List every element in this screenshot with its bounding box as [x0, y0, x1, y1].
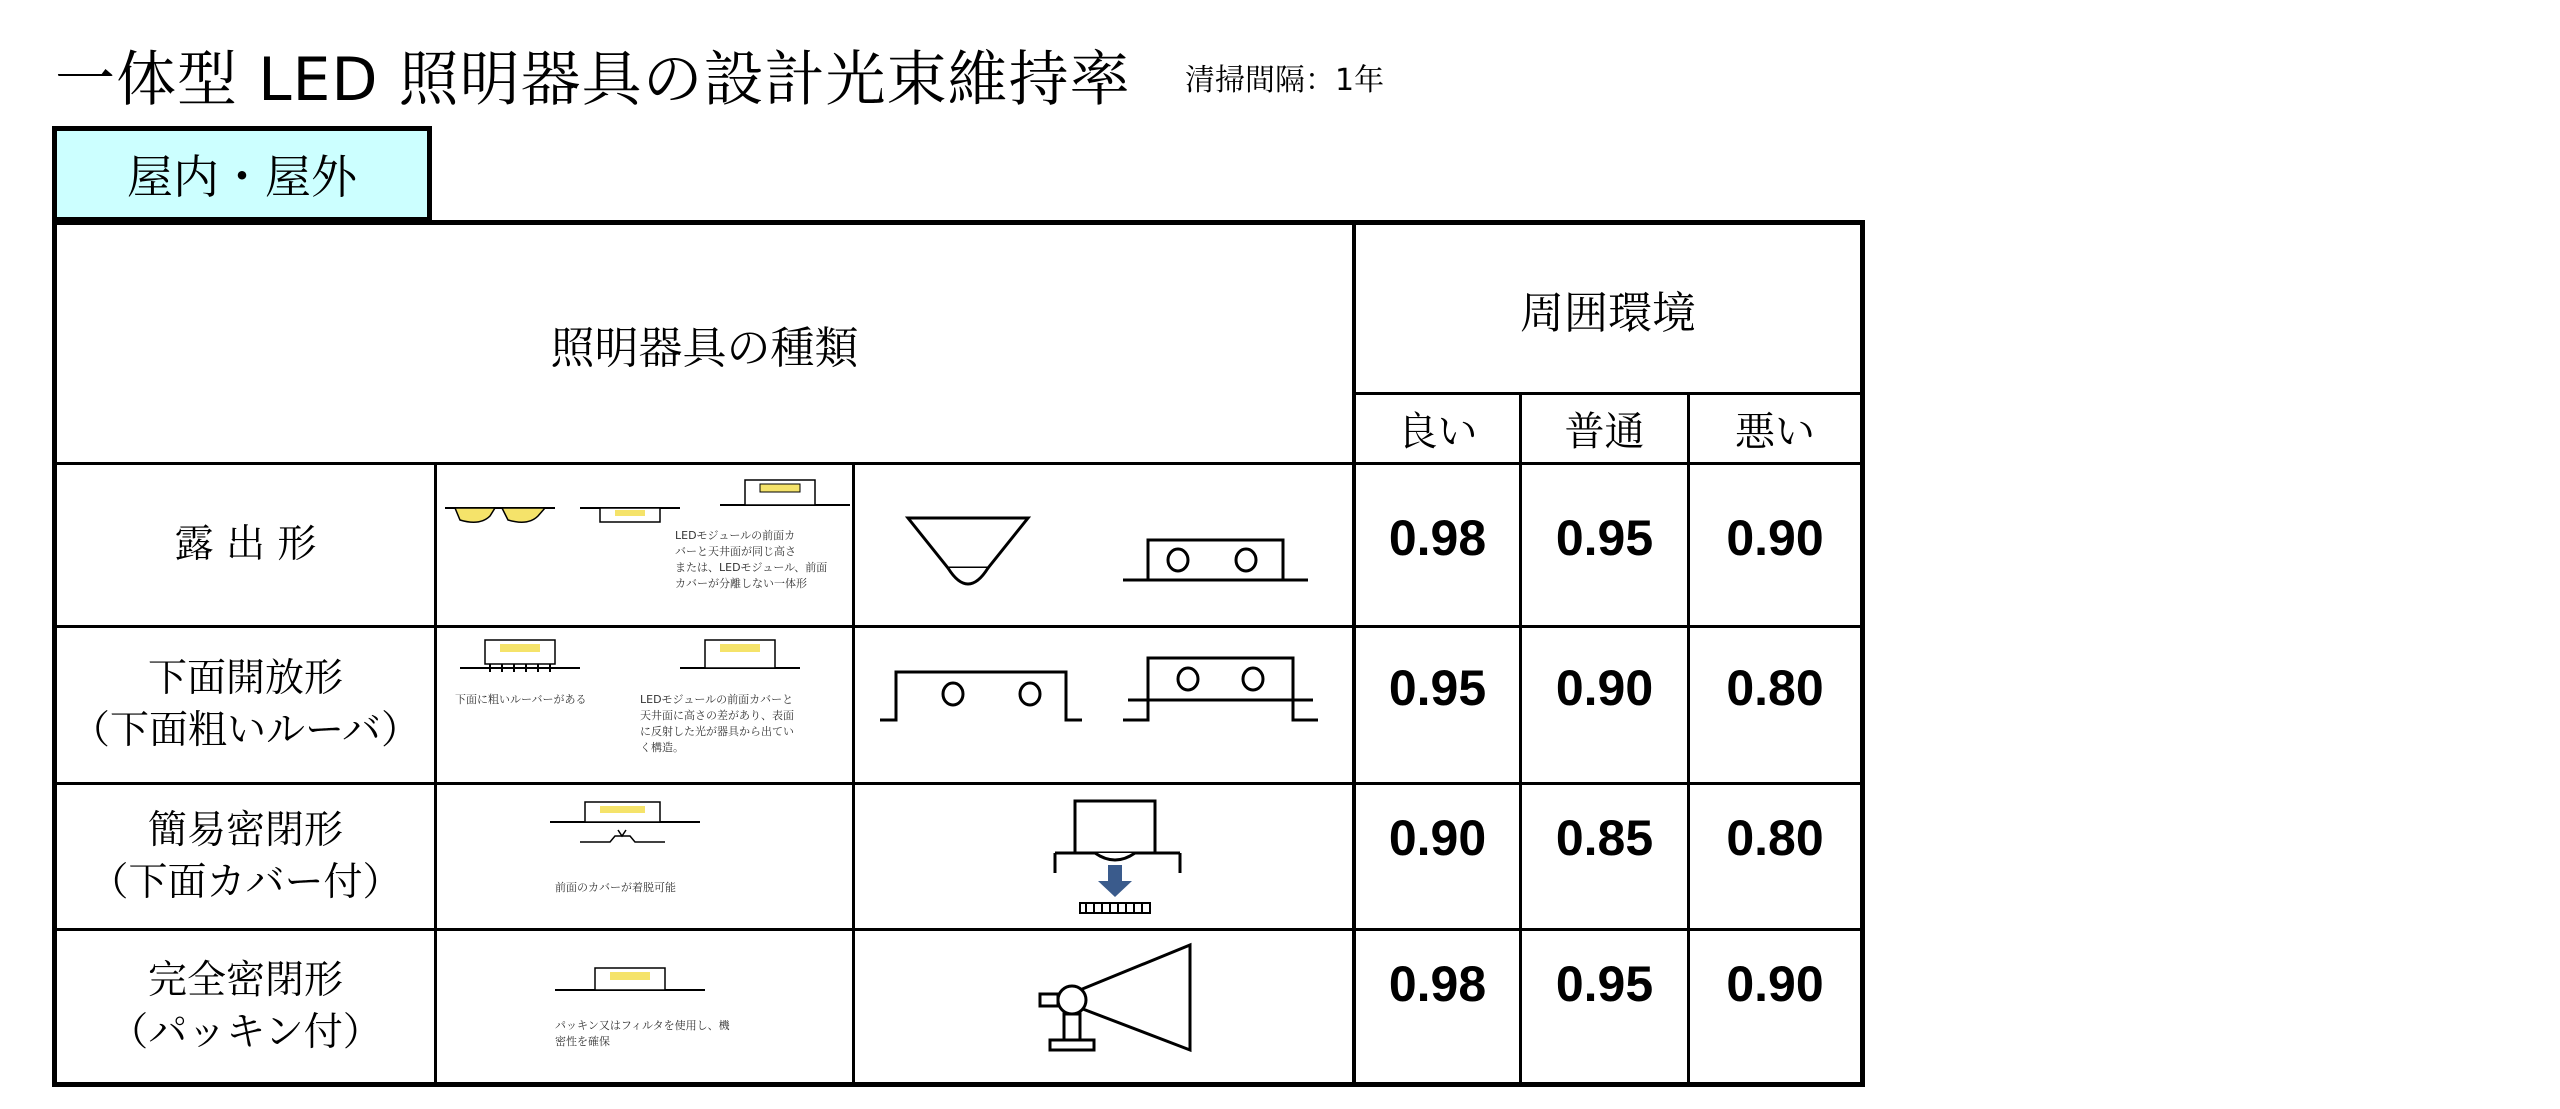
note-line: 前面のカバーが着脱可能: [555, 881, 676, 894]
note-line: 密性を確保: [555, 1035, 610, 1048]
exposed-note: [675, 528, 850, 592]
fully-sealed-note: [555, 1018, 785, 1050]
value-cell: 0.90: [1388, 809, 1487, 866]
note-line: 下面に粗いルーバーがある: [455, 693, 587, 706]
table-border-right: [1860, 220, 1865, 1087]
value-cell: 0.80: [1726, 660, 1824, 716]
simple-sealed-fixture-diagram: [1020, 795, 1220, 930]
cleaning-interval: 清掃間隔：1年: [1185, 63, 1385, 98]
value-cell: 0.95: [1555, 509, 1654, 566]
value-cell: 0.90: [1726, 509, 1824, 566]
value-cell: 0.90: [1555, 660, 1654, 716]
type-fully-sealed: [57, 931, 434, 1082]
note-line: バーと天井面が同じ高さ: [675, 545, 796, 558]
value-cell: 0.95: [1388, 660, 1487, 716]
open-bottom-fixture-diagram: [858, 632, 1348, 782]
type-simple-sealed: [57, 785, 434, 928]
note-line: または、LEDモジュール、前面: [675, 561, 828, 574]
value-cell: 0.95: [1555, 955, 1654, 1012]
tab-indoor-outdoor[interactable]: [52, 126, 432, 222]
value-cell: 0.85: [1555, 809, 1654, 866]
note-line: 天井面に高さの差があり、表面: [640, 709, 794, 722]
value-cell: 0.98: [1388, 509, 1487, 566]
environment-header: 周囲環境: [1520, 287, 1696, 339]
open-bottom-note-right: [640, 692, 850, 756]
simple-sealed-fixture-illustration: [540, 800, 720, 860]
tab-label: 屋内・屋外: [127, 150, 357, 204]
note-line: に反射した光が器具から出てい: [640, 725, 794, 738]
type-line: 完全密閉形: [147, 957, 343, 1003]
open-bottom-note-left: [455, 692, 605, 708]
note-line: LEDモジュールの前面カバーと: [640, 693, 794, 706]
type-line: （下面カバー付）: [89, 859, 402, 905]
type-exposed: [57, 465, 434, 625]
fully-sealed-fixture-illustration: [540, 948, 720, 998]
note-line: パッキン又はフィルタを使用し、機: [555, 1019, 730, 1032]
value-cell: 0.80: [1726, 809, 1824, 866]
open-bottom-fixture-illustration: [440, 632, 850, 692]
note-line: カバーが分離しない一体形: [675, 577, 807, 590]
type-line: （下面粗いルーバ）: [70, 708, 421, 753]
condition-bad: 悪い: [1735, 409, 1815, 455]
type-line: 簡易密閉形: [147, 807, 343, 853]
condition-normal: 普通: [1564, 409, 1645, 455]
page-title: 一体型 LED 照明器具の設計光束維持率: [55, 45, 1131, 115]
fully-sealed-fixture-diagram: [1020, 940, 1220, 1070]
value-cell: 0.98: [1388, 955, 1487, 1012]
exposed-fixture-diagram: [858, 470, 1348, 620]
type-line: 露 出 形: [174, 522, 317, 567]
type-line: （パッキン付）: [109, 1009, 382, 1055]
grid-line: [852, 462, 855, 1084]
type-line: 下面開放形: [147, 656, 343, 701]
value-cell: 0.90: [1726, 955, 1824, 1012]
table-border-bottom: [52, 1082, 1865, 1087]
note-line: く構造。: [640, 741, 684, 754]
note-line: LEDモジュールの前面カ: [675, 529, 796, 542]
type-open-bottom: [57, 628, 434, 782]
simple-sealed-note: [555, 880, 755, 896]
grid-line: [434, 462, 437, 1084]
condition-good: 良い: [1397, 409, 1478, 455]
fixture-type-header: 照明器具の種類: [550, 322, 859, 374]
